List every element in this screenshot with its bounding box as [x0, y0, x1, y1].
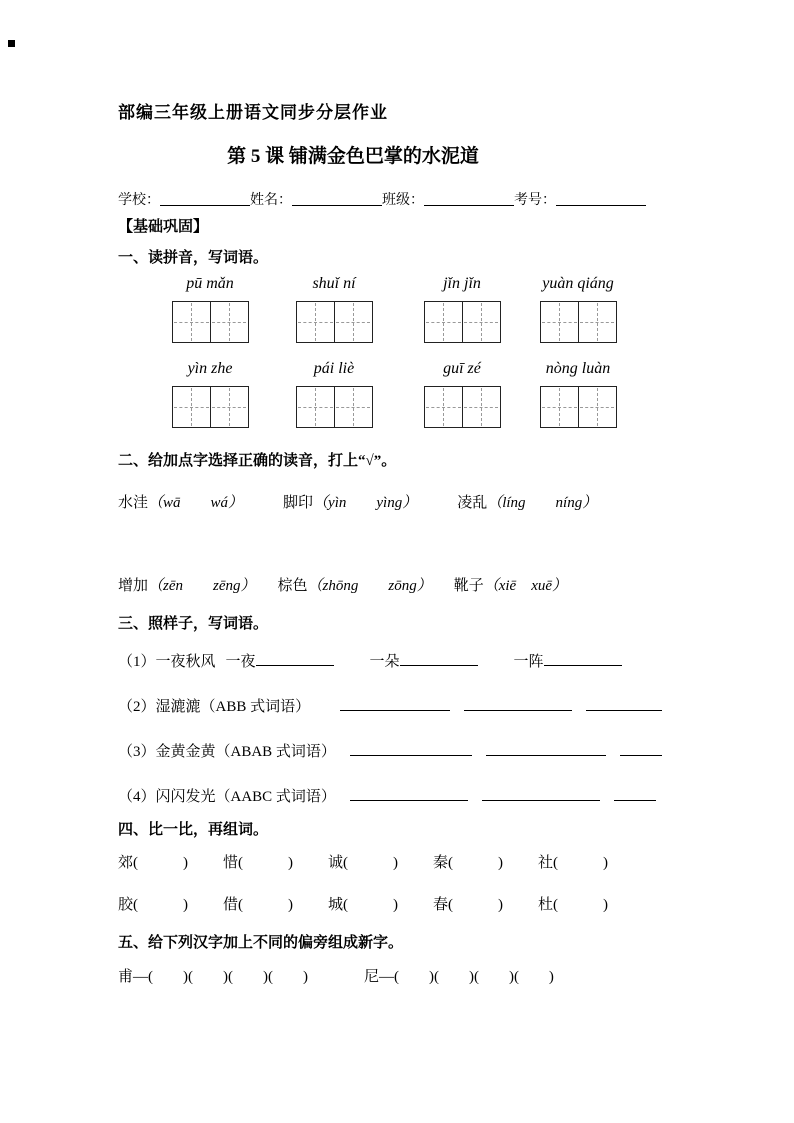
q4-row-1 [118, 851, 608, 872]
q3-item-3 [118, 740, 662, 761]
q3-blank [350, 741, 472, 756]
q2-item [457, 491, 597, 512]
q1-col-1 [170, 274, 250, 343]
grid-cell [334, 387, 371, 427]
q3-item2-prefix: （2）湿漉漉（ABB 式词语） [118, 699, 311, 715]
q2-options: （líng níng） [487, 495, 598, 511]
q4-cell: 杜( ) [538, 897, 608, 913]
pinyin-label: shuǐ ní [312, 275, 356, 292]
q1-col-2 [294, 274, 374, 343]
writing-grid [424, 386, 501, 428]
q2-options: （zhōng zōng） [307, 578, 432, 594]
q3-blank [482, 786, 600, 801]
pinyin-label: jǐn jǐn [443, 275, 481, 292]
q2-item [118, 491, 243, 512]
writing-grid [172, 386, 249, 428]
q3-blank [586, 696, 662, 711]
pinyin-label: pū mǎn [186, 275, 234, 292]
header-title: 部编三年级上册语文同步分层作业 [118, 103, 388, 122]
q4-cell: 城( ) [328, 897, 398, 913]
q2-word: 水洼 [118, 495, 149, 511]
q1-col-5 [170, 359, 250, 428]
exam-blank [556, 191, 646, 206]
grid-cell [210, 302, 247, 342]
grid-cell [425, 387, 462, 427]
q2-line-2 [118, 574, 567, 595]
school-blank [160, 191, 250, 206]
q1-col-7 [422, 359, 502, 428]
q4-cell: 秦( ) [433, 855, 503, 871]
q2-word: 棕色 [277, 578, 308, 594]
q1-col-6 [294, 359, 374, 428]
q1-col-3 [422, 274, 502, 343]
grid-cell [297, 387, 334, 427]
q2-item [278, 574, 432, 595]
writing-grid [424, 301, 501, 343]
q3-blank [256, 651, 334, 666]
q4-cell: 诚( ) [328, 855, 398, 871]
q2-options: （yìn yìng） [313, 495, 418, 511]
q4-cell: 借( ) [223, 897, 293, 913]
q3-item1-prefix: （1）一夜秋风 [118, 654, 216, 670]
grid-cell [462, 302, 499, 342]
pinyin-label: nòng luàn [545, 360, 611, 377]
q4-cell: 春( ) [433, 897, 503, 913]
grid-cell [173, 387, 210, 427]
writing-grid [540, 386, 617, 428]
q2-item [118, 574, 256, 595]
q4-title: 四、比一比，再组词。 [118, 822, 269, 838]
q3-blank [486, 741, 606, 756]
pinyin-label: yuàn qiáng [542, 275, 614, 292]
grid-cell [425, 302, 462, 342]
writing-grid [296, 386, 373, 428]
q5-left-group: 甫—( )( )( )( ) [118, 969, 308, 985]
q4-cell: 惜( ) [223, 855, 293, 871]
q5-right-group: 尼—( )( )( )( ) [363, 969, 554, 985]
q4-cell: 胶( ) [118, 897, 188, 913]
writing-grid [296, 301, 373, 343]
q4-cell: 郊( ) [118, 855, 188, 871]
class-label: 班级： [382, 193, 424, 208]
q4-row-2 [118, 893, 608, 914]
q1-col-8 [538, 359, 618, 428]
q3-label: 一夜 [225, 654, 256, 670]
q2-options: （wā wá） [148, 495, 244, 511]
corner-mark [8, 40, 15, 47]
grid-cell [578, 302, 615, 342]
grid-cell [541, 387, 578, 427]
grid-cell [462, 387, 499, 427]
class-blank [424, 191, 514, 206]
q5-line [118, 965, 554, 986]
q3-blank [620, 741, 662, 756]
q3-item-4 [118, 785, 656, 806]
q3-item-2 [118, 695, 662, 716]
q3-title: 三、照样子，写词语。 [118, 616, 269, 632]
section-badge: 【基础巩固】 [118, 219, 209, 235]
q3-label: 一阵 [513, 654, 544, 670]
q1-title: 一、读拼音，写词语。 [118, 250, 269, 266]
q3-item3-prefix: （3）金黄金黄（ABAB 式词语） [118, 744, 336, 760]
q3-item-1 [118, 650, 622, 671]
school-label: 学校： [118, 193, 160, 208]
q3-blank [350, 786, 468, 801]
grid-cell [210, 387, 247, 427]
q2-item [454, 574, 567, 595]
q1-col-4 [538, 274, 618, 343]
pinyin-label: guī zé [443, 360, 481, 377]
q2-word: 凌乱 [457, 495, 488, 511]
info-line [118, 189, 646, 209]
grid-cell [334, 302, 371, 342]
q2-item [283, 491, 417, 512]
q3-blank [340, 696, 450, 711]
q2-title: 二、给加点字选择正确的读音，打上“√”。 [118, 453, 397, 469]
grid-cell [297, 302, 334, 342]
name-label: 姓名： [250, 193, 292, 208]
q4-cell: 社( ) [538, 855, 608, 871]
q3-label: 一朵 [369, 654, 400, 670]
writing-grid [540, 301, 617, 343]
grid-cell [541, 302, 578, 342]
q3-blank [464, 696, 572, 711]
pinyin-label: pái liè [313, 360, 355, 377]
q2-options: （zēn zēng） [148, 578, 256, 594]
q2-word: 增加 [118, 578, 149, 594]
grid-cell [173, 302, 210, 342]
q2-line-1 [118, 491, 597, 512]
q2-word: 脚印 [283, 495, 314, 511]
q2-options: （xiē xuē） [483, 578, 568, 594]
name-blank [292, 191, 382, 206]
pinyin-label: yìn zhe [187, 360, 233, 377]
q3-blank [400, 651, 478, 666]
q3-item4-prefix: （4）闪闪发光（AABC 式词语） [118, 789, 336, 805]
q3-blank [614, 786, 656, 801]
q2-word: 靴子 [453, 578, 484, 594]
writing-grid [172, 301, 249, 343]
lesson-title: 第 5 课 铺满金色巴掌的水泥道 [227, 146, 479, 167]
q5-title: 五、给下列汉字加上不同的偏旁组成新字。 [118, 935, 404, 951]
grid-cell [578, 387, 615, 427]
q3-blank [544, 651, 622, 666]
exam-label: 考号： [514, 193, 556, 208]
